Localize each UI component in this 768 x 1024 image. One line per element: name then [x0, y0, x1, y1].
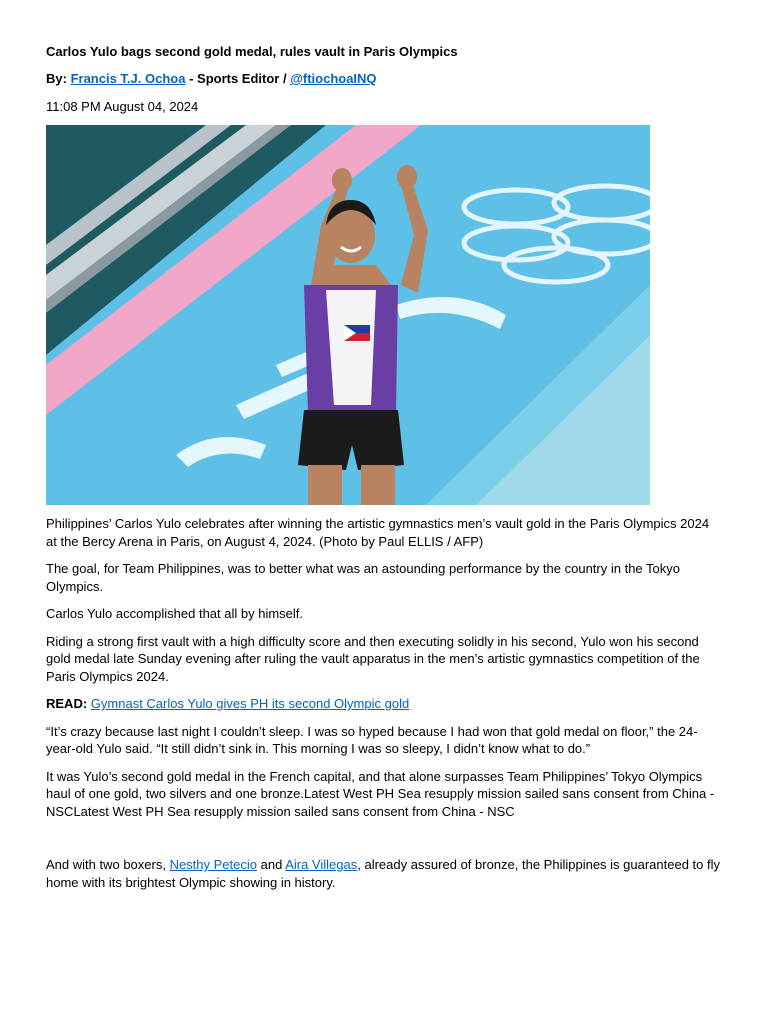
quote-paragraph: “It’s crazy because last night I couldn’t sleep. I was so hyped because I had won that gold medal on floor,” the 24-year-old Yulo said. “It still didn’t sink in. This morning I was so sleepy, I didn’t know what to do.”	[46, 723, 698, 756]
byline	[46, 70, 377, 88]
author-link[interactable]: Francis T.J. Ochoa	[70, 71, 186, 86]
byline-role: - Sports Editor /	[189, 71, 287, 86]
paragraph-2: Carlos Yulo accomplished that all by himself.	[46, 606, 303, 621]
read-label: READ:	[46, 696, 88, 711]
photo-caption: Philippines’ Carlos Yulo celebrates after winning the artistic gymnastics men’s vault gold in the Paris Olympics 2024 at the Bercy Arena in Paris, on August 4, 2024. (Photo by Paul ELLIS / AFP)	[46, 516, 710, 549]
paragraph-1: The goal, for Team Philippines, was to better what was an astounding performance by the country in the Tokyo Olympics.	[46, 561, 680, 594]
article-headline: Carlos Yulo bags second gold medal, rules vault in Paris Olympics	[46, 44, 458, 59]
article-photo	[46, 125, 650, 505]
byline-prefix: By:	[46, 71, 67, 86]
boxer-link-petecio[interactable]: Nesthy Petecio	[169, 857, 257, 872]
read-more-link[interactable]: Gymnast Carlos Yulo gives PH its second Olympic gold	[90, 696, 410, 711]
final-end: , already assured of bronze, the Philippines is guaranteed to fly home with its brightest Olympic showing in history.	[46, 857, 721, 890]
final-paragraph	[46, 856, 722, 891]
article-body	[46, 515, 722, 901]
publish-datetime: 11:08 PM August 04, 2024	[46, 99, 199, 114]
photo-of-gymnast-icon	[46, 125, 650, 505]
boxer-link-villegas[interactable]: Aira Villegas	[285, 857, 358, 872]
author-handle-link[interactable]: @ftiochoaINQ	[290, 71, 377, 86]
final-mid: and	[257, 857, 286, 872]
paragraph-after-quote: It was Yulo’s second gold medal in the French capital, and that alone surpasses Team Philippines’ Tokyo Olympics haul of one gold, two silvers and one bronze.Latest West PH Sea resupply mission sailed sans consent from China - NSCLatest West PH Sea resupply mission sailed sans consent from China - NSC	[46, 768, 715, 819]
paragraph-3: Riding a strong first vault with a high difficulty score and then executing solidly in his second, Yulo won his second gold medal late Sunday evening after ruling the vault apparatus in the men’s artistic gymnastics competition of the Paris Olympics 2024.	[46, 633, 700, 684]
read-more	[46, 695, 722, 713]
final-start: And with two boxers,	[46, 857, 170, 872]
spacer	[46, 830, 722, 856]
